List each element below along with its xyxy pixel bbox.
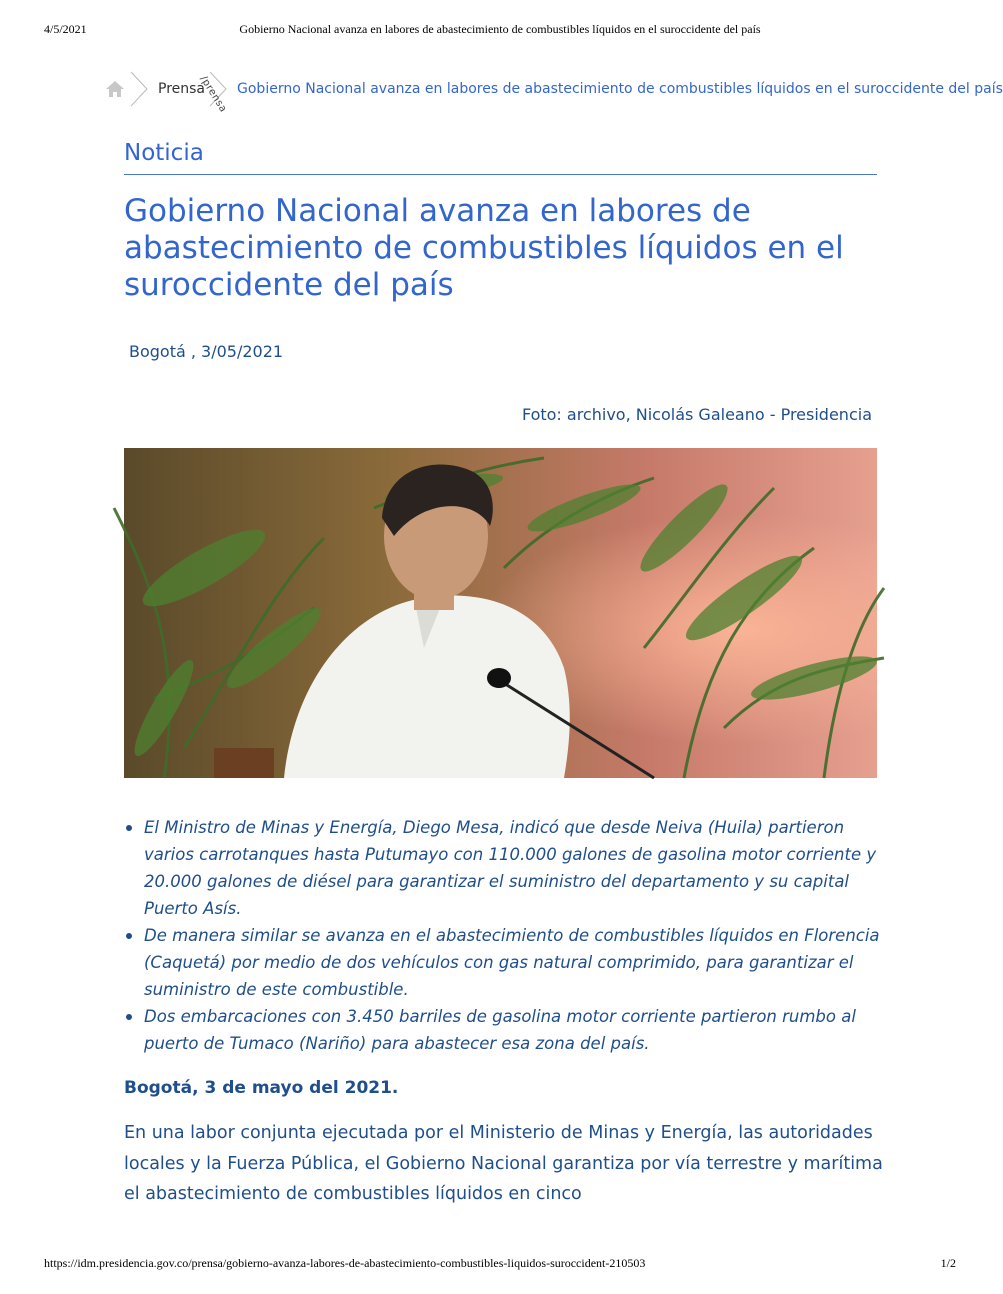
article-photo (124, 448, 877, 778)
breadcrumb-item-prensa[interactable]: Prensa (158, 81, 206, 97)
breadcrumb (104, 70, 1003, 115)
lead-dateline: Bogotá, 3 de mayo del 2021. (124, 1078, 399, 1098)
list-item: Dos embarcaciones con 3.450 barriles de gasolina motor corriente partieron rumbo al puerto de Tumaco (Nariño) para abastecer esa zona del país. (144, 1003, 894, 1057)
print-url: https://idm.presidencia.gov.co/prensa/gobierno-avanza-labores-de-abastecimiento-combustibles-liquidos-suroccident-210503 (44, 1256, 646, 1270)
breadcrumb-path: /prensa (197, 74, 229, 115)
photo-credit: Foto: archivo, Nicolás Galeano - Presidencia (521, 405, 872, 424)
list-item: De manera similar se avanza en el abastecimiento de combustibles líquidos en Florencia (Caquetá) por medio de dos vehículos con gas natural comprimido, para garantizar el suministro de este combustible. (144, 922, 894, 1003)
list-item: El Ministro de Minas y Energía, Diego Mesa, indicó que desde Neiva (Huila) partieron varios carrotanques hasta Putumayo con 110.000 galones de gasolina motor corriente y 20.000 galones de diésel para garantizar el suministro del departamento y su capital Puerto Asís. (144, 814, 894, 922)
breadcrumb-current[interactable]: Gobierno Nacional avanza en labores de abastecimiento de combustibles líquidos en el suroccidente del país (237, 81, 1003, 97)
print-title: Gobierno Nacional avanza en labores de abastecimiento de combustibles líquidos en el suroccidente del país (239, 22, 761, 36)
breadcrumb-chevron-icon (197, 70, 231, 115)
summary-list (124, 814, 894, 1057)
page-number: 1/2 (940, 1256, 956, 1270)
breadcrumb-chevron-icon (128, 70, 150, 108)
article-body: En una labor conjunta ejecutada por el Ministerio de Minas y Energía, las autoridades locales y la Fuerza Pública, el Gobierno Nacional garantiza por vía terrestre y marítima el abastecimiento de combustibles líquidos en cinco (124, 1123, 883, 1204)
article-dateline: Bogotá , 3/05/2021 (129, 342, 284, 361)
print-date: 4/5/2021 (44, 22, 87, 36)
section-divider (124, 174, 877, 175)
article-headline: Gobierno Nacional avanza en labores de abastecimiento de combustibles líquidos en el suroccidente del país (124, 193, 844, 303)
home-icon[interactable] (104, 78, 126, 100)
section-label: Noticia (124, 140, 204, 166)
